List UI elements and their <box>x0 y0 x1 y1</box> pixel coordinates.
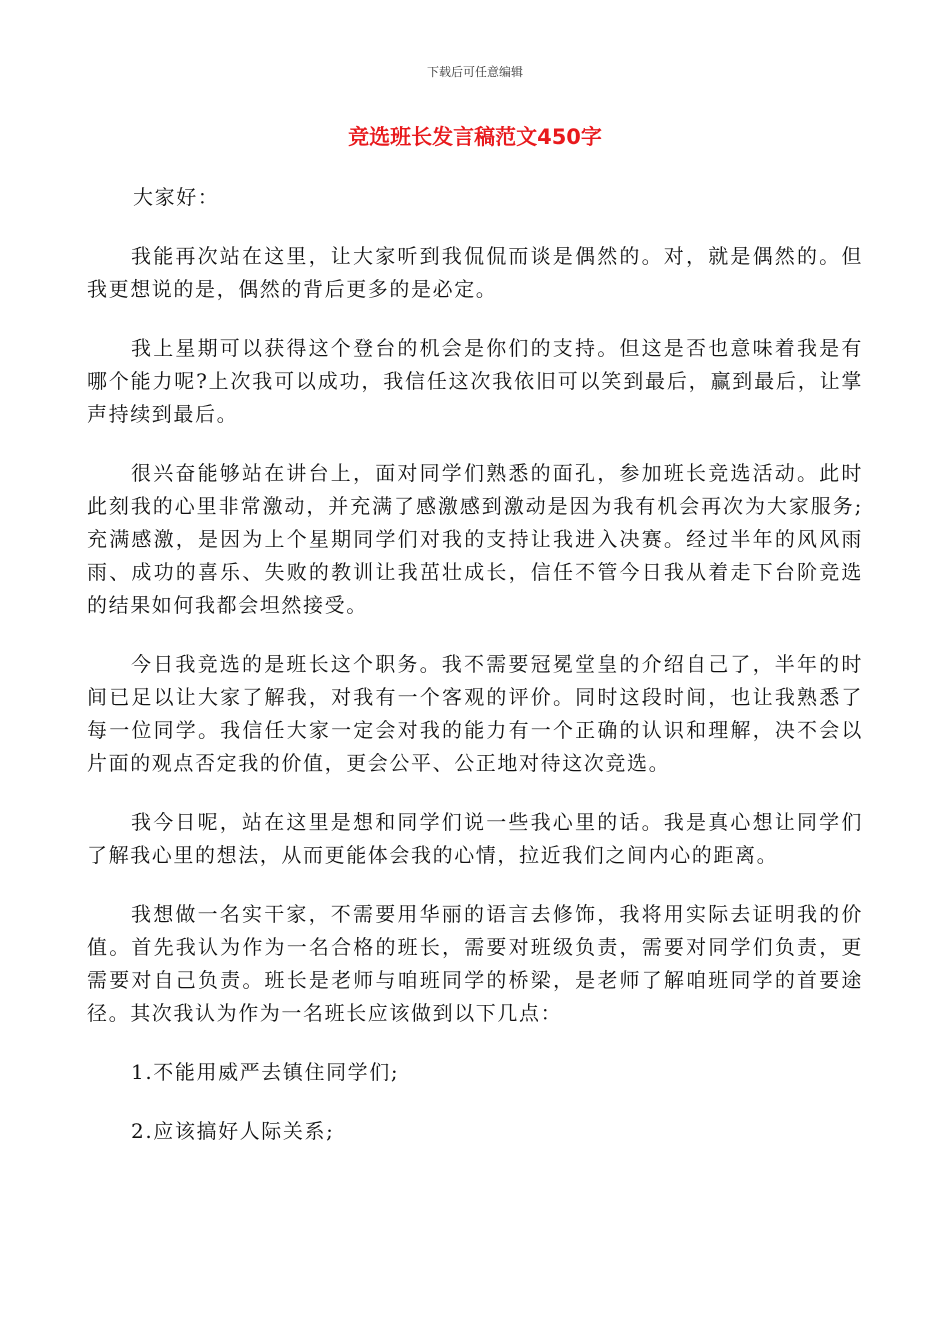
paragraph-greeting: 大家好： <box>133 185 220 209</box>
paragraph: 很兴奋能够站在讲台上，面对同学们熟悉的面孔，参加班长竞选活动。此时此刻我的心里非常激动，并充满了感激感到激动是因为我有机会再次为大家服务;充满感激，是因为上个星期同学们对我的支持让我进入决赛。经过半年的风风雨雨、成功的喜乐、失败的教训让我茁壮成长，信任不管今日我从着走下台阶竞选的结果如何我都会坦然接受。 <box>87 461 863 617</box>
list-item: 2.应该搞好人际关系; <box>131 1119 335 1143</box>
document-title: 竞选班长发言稿范文450字 <box>348 125 602 149</box>
paragraph: 我上星期可以获得这个登台的机会是你们的支持。但这是否也意味着我是有哪个能力呢?上次我可以成功，我信任这次我依旧可以笑到最后，赢到最后，让掌声持续到最后。 <box>87 336 863 426</box>
paragraph: 我能再次站在这里，让大家听到我侃侃而谈是偶然的。对，就是偶然的。但我更想说的是，偶然的背后更多的是必定。 <box>87 244 863 301</box>
paragraph: 今日我竞选的是班长这个职务。我不需要冠冕堂皇的介绍自己了，半年的时间已足以让大家了解我，对我有一个客观的评价。同时这段时间，也让我熟悉了每一位同学。我信任大家一定会对我的能力有一个正确的认识和理解，决不会以片面的观点否定我的价值，更会公平、公正地对待这次竞选。 <box>87 652 863 775</box>
paragraph: 我想做一名实干家，不需要用华丽的语言去修饰，我将用实际去证明我的价值。首先我认为作为一名合格的班长，需要对班级负责，需要对同学们负责，更需要对自己负责。班长是老师与咱班同学的桥梁，是老师了解咱班同学的首要途径。其次我认为作为一名班长应该做到以下几点： <box>87 902 863 1025</box>
paragraph: 我今日呢，站在这里是想和同学们说一些我心里的话。我是真心想让同学们了解我心里的想法，从而更能体会我的心情，拉近我们之间内心的距离。 <box>87 810 863 867</box>
document-body <box>87 181 863 1148</box>
download-note: 下载后可任意编辑 <box>426 65 523 79</box>
list-item: 1.不能用威严去镇住同学们; <box>131 1060 400 1084</box>
